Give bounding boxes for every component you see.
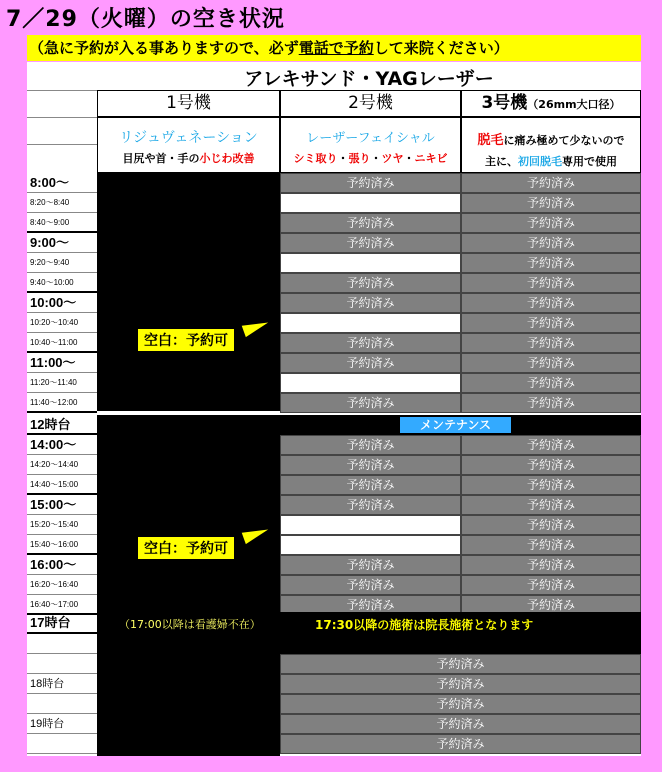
- row-label: 14:40～15:00: [27, 475, 97, 495]
- row-label: 15:00～: [27, 495, 97, 515]
- machine2-slot[interactable]: [280, 515, 461, 535]
- row-label: 10:20～10:40: [27, 313, 97, 333]
- machine1-description: リジュヴェネーション 目尻や首・手の小じわ改善: [97, 117, 280, 173]
- evening-slot-2[interactable]: 予約済み: [280, 674, 641, 694]
- maintenance-row: [97, 415, 641, 435]
- evening-slot-4[interactable]: 予約済み: [280, 714, 641, 734]
- machine3-slot[interactable]: 予約済み: [461, 555, 641, 575]
- machine2-slot[interactable]: 予約済み: [280, 595, 461, 615]
- machine3-slot[interactable]: 予約済み: [461, 213, 641, 233]
- machine3-header: 3号機（26mm大口径）: [461, 90, 641, 117]
- machine2-slot[interactable]: 予約済み: [280, 173, 461, 193]
- machine1-column-afternoon: [97, 433, 280, 612]
- machine3-slot[interactable]: 予約済み: [461, 435, 641, 455]
- machine2-slot[interactable]: 予約済み: [280, 575, 461, 595]
- row-label-19: 19時台: [27, 714, 97, 734]
- row-label: 15:40～16:00: [27, 535, 97, 555]
- machine3-slot[interactable]: 予約済み: [461, 173, 641, 193]
- row-label: 12時台: [27, 415, 97, 435]
- row-label: 16:00～: [27, 555, 97, 575]
- machine1-column-evening: [97, 634, 280, 756]
- available-callout-afternoon: 空白：予約可: [136, 535, 236, 561]
- machine2-slot[interactable]: 予約済み: [280, 353, 461, 373]
- machine3-slot[interactable]: 予約済み: [461, 333, 641, 353]
- row-label: 8:20～8:40: [27, 193, 97, 213]
- machine3-slot[interactable]: 予約済み: [461, 475, 641, 495]
- row-label: 9:00～: [27, 233, 97, 253]
- maintenance-badge: メンテナンス: [400, 417, 511, 433]
- machine3-slot[interactable]: 予約済み: [461, 595, 641, 615]
- machine2-slot[interactable]: [280, 313, 461, 333]
- machine3-slot[interactable]: 予約済み: [461, 193, 641, 213]
- laser-name: アレキサンド・YAGレーザー: [244, 68, 494, 90]
- row-label: 14:00～: [27, 435, 97, 455]
- machine2-slot[interactable]: 予約済み: [280, 555, 461, 575]
- row-label: 9:20～9:40: [27, 253, 97, 273]
- machine2-slot[interactable]: [280, 253, 461, 273]
- machine2-slot[interactable]: [280, 373, 461, 393]
- machine3-slot[interactable]: 予約済み: [461, 313, 641, 333]
- row-label: 15:20～15:40: [27, 515, 97, 535]
- machine3-slot[interactable]: 予約済み: [461, 253, 641, 273]
- evening-blank-row: [280, 634, 641, 654]
- machine2-slot[interactable]: 予約済み: [280, 233, 461, 253]
- notice-banner: [27, 35, 641, 61]
- row-label: 16:40～17:00: [27, 595, 97, 615]
- machine2-slot[interactable]: 予約済み: [280, 495, 461, 515]
- machine1-column-morning: [97, 173, 280, 411]
- row-label: 16:20～16:40: [27, 575, 97, 595]
- row-label-18: 18時台: [27, 674, 97, 694]
- evening-note-doctor: 17:30以降の施術は院長施術となります: [315, 618, 534, 632]
- row-label: 9:40～10:00: [27, 273, 97, 293]
- machine3-slot[interactable]: 予約済み: [461, 575, 641, 595]
- row-label: 11:20～11:40: [27, 373, 97, 393]
- row-label-17: 17時台: [27, 612, 97, 634]
- machine2-description: レーザーフェイシャル シミ取り・張り・ツヤ・ニキビ: [280, 117, 461, 173]
- row-label: 8:00～: [27, 173, 97, 193]
- machine3-slot[interactable]: 予約済み: [461, 293, 641, 313]
- machine3-slot[interactable]: 予約済み: [461, 495, 641, 515]
- machine2-slot[interactable]: 予約済み: [280, 213, 461, 233]
- machine3-slot[interactable]: 予約済み: [461, 455, 641, 475]
- machine2-slot[interactable]: 予約済み: [280, 475, 461, 495]
- schedule-sheet: [27, 62, 641, 756]
- machine2-slot[interactable]: 予約済み: [280, 293, 461, 313]
- row-label: 10:40～11:00: [27, 333, 97, 353]
- machine2-slot[interactable]: 予約済み: [280, 273, 461, 293]
- available-callout-morning: 空白：予約可: [136, 327, 236, 353]
- row-label: 14:20～14:40: [27, 455, 97, 475]
- row-label: 11:40～12:00: [27, 393, 97, 413]
- machine3-description: 脱毛に痛み極めて少ないので 主に、初回脱毛専用で使用: [461, 117, 641, 173]
- machine1-header: 1号機: [97, 90, 280, 117]
- row-label: 8:40～9:00: [27, 213, 97, 233]
- machine3-slot[interactable]: 予約済み: [461, 273, 641, 293]
- machine2-slot[interactable]: 予約済み: [280, 455, 461, 475]
- machine2-slot[interactable]: 予約済み: [280, 333, 461, 353]
- machine3-slot[interactable]: 予約済み: [461, 353, 641, 373]
- notice-phone-link[interactable]: 電話で予約: [298, 39, 374, 57]
- evening-notice-row: [97, 612, 641, 634]
- machine3-slot[interactable]: 予約済み: [461, 233, 641, 253]
- machine2-slot[interactable]: 予約済み: [280, 393, 461, 413]
- evening-slot-5[interactable]: 予約済み: [280, 734, 641, 754]
- evening-note-nurse: （17:00以降は看護婦不在）: [119, 618, 261, 631]
- machine3-slot[interactable]: 予約済み: [461, 393, 641, 413]
- machine3-slot[interactable]: 予約済み: [461, 515, 641, 535]
- machine2-slot[interactable]: [280, 193, 461, 213]
- evening-slot-3[interactable]: 予約済み: [280, 694, 641, 714]
- machine2-slot[interactable]: 予約済み: [280, 435, 461, 455]
- row-label: 11:00～: [27, 353, 97, 373]
- machine3-slot[interactable]: 予約済み: [461, 535, 641, 555]
- notice-pre: （急に予約が入る事ありますので、必ず: [29, 39, 299, 57]
- machine3-slot[interactable]: 予約済み: [461, 373, 641, 393]
- page-title: 7／29（火曜）の空き状況: [6, 7, 285, 32]
- machine2-header: 2号機: [280, 90, 461, 117]
- row-label: 10:00～: [27, 293, 97, 313]
- notice-post: して来院ください）: [373, 39, 509, 57]
- evening-slot-1[interactable]: 予約済み: [280, 654, 641, 674]
- machine2-slot[interactable]: [280, 535, 461, 555]
